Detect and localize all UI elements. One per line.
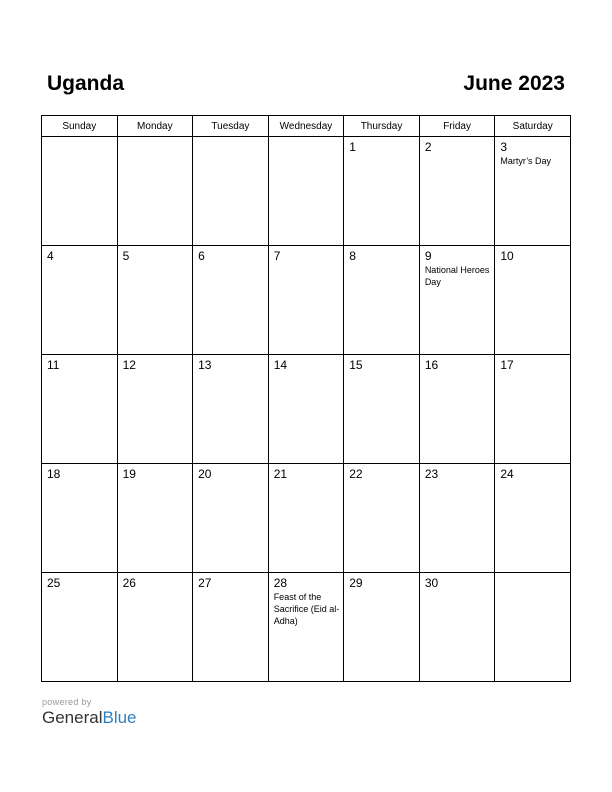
day-number: 29: [349, 576, 363, 590]
day-cell: [193, 246, 269, 355]
day-cell: [268, 573, 344, 682]
brand-blue: Blue: [102, 708, 137, 727]
month-title: June 2023: [463, 72, 565, 95]
day-cell: [344, 573, 420, 682]
day-cell: [419, 355, 495, 464]
day-number: 9: [424, 249, 432, 263]
day-cell: [495, 573, 571, 682]
day-number: 3: [500, 140, 508, 154]
day-number: 11: [47, 358, 60, 372]
day-number: 27: [198, 576, 212, 590]
day-number: 5: [122, 249, 130, 263]
day-number: [42, 137, 117, 140]
weekday-friday: Friday: [419, 116, 495, 137]
day-cell: [419, 137, 495, 246]
day-cell: [42, 355, 118, 464]
day-number: 23: [424, 467, 439, 481]
holiday-label: National Heroes Day: [424, 265, 490, 287]
day-cell: [193, 355, 269, 464]
day-number: [269, 137, 344, 140]
day-cell: [193, 137, 269, 246]
day-number: 30: [424, 576, 439, 590]
week-row: [42, 573, 571, 682]
day-number: 1: [349, 140, 356, 154]
day-cell: [419, 464, 495, 573]
day-cell: [42, 137, 118, 246]
day-cell: [268, 464, 344, 573]
day-number: [495, 573, 570, 576]
day-cell: [495, 246, 571, 355]
day-number: 13: [198, 358, 212, 372]
generalblue-logo: [42, 708, 137, 728]
weekday-monday: Monday: [117, 116, 193, 137]
day-number: 19: [122, 467, 136, 481]
week-row: [42, 137, 571, 246]
holiday-label: Martyr’s Day: [500, 156, 552, 166]
brand-general: General: [42, 708, 103, 727]
day-number: 8: [349, 249, 356, 263]
weekday-thursday: Thursday: [344, 116, 420, 137]
day-cell: [344, 464, 420, 573]
calendar-grid: [41, 115, 571, 682]
day-cell: [42, 573, 118, 682]
day-number: 25: [47, 576, 61, 590]
day-number: 22: [349, 467, 363, 481]
day-number: [193, 137, 268, 140]
day-number: 4: [47, 249, 54, 263]
day-number: 21: [273, 467, 288, 481]
day-cell: [419, 246, 495, 355]
day-number: 10: [500, 249, 514, 263]
week-row: [42, 464, 571, 573]
weekday-wednesday: Wednesday: [268, 116, 344, 137]
weekday-tuesday: Tuesday: [193, 116, 269, 137]
day-cell: [419, 573, 495, 682]
day-cell: [117, 137, 193, 246]
day-cell: [117, 573, 193, 682]
day-cell: [344, 355, 420, 464]
holiday-label: Feast of the Sacrifice (Eid al-Adha): [273, 592, 340, 626]
day-number: 20: [198, 467, 212, 481]
day-number: [118, 137, 193, 140]
day-cell: [268, 246, 344, 355]
day-number: 6: [198, 249, 205, 263]
weekday-sunday: Sunday: [42, 116, 118, 137]
day-number: 16: [424, 358, 439, 372]
day-cell: [193, 464, 269, 573]
day-number: 12: [122, 358, 136, 372]
day-cell: [193, 573, 269, 682]
day-number: 14: [273, 358, 288, 372]
day-cell: [117, 464, 193, 573]
day-number: 7: [273, 249, 281, 263]
day-cell: [268, 355, 344, 464]
footer-branding: [42, 697, 137, 728]
day-cell: [117, 246, 193, 355]
week-row: [42, 246, 571, 355]
day-cell: [268, 137, 344, 246]
week-row: [42, 355, 571, 464]
day-number: 15: [349, 358, 363, 372]
day-cell: [42, 464, 118, 573]
day-cell: [495, 137, 571, 246]
day-cell: [495, 355, 571, 464]
powered-by-text: powered by: [42, 697, 92, 707]
day-number: 17: [500, 358, 514, 372]
day-number: 2: [424, 140, 432, 154]
day-number: 18: [47, 467, 61, 481]
day-cell: [344, 246, 420, 355]
day-cell: [117, 355, 193, 464]
weekday-header-row: [42, 116, 571, 137]
day-cell: [344, 137, 420, 246]
day-number: 28: [273, 576, 288, 590]
country-title: Uganda: [47, 72, 125, 95]
day-number: 24: [500, 467, 514, 481]
day-cell: [42, 246, 118, 355]
day-cell: [495, 464, 571, 573]
day-number: 26: [122, 576, 136, 590]
weekday-saturday: Saturday: [495, 116, 571, 137]
